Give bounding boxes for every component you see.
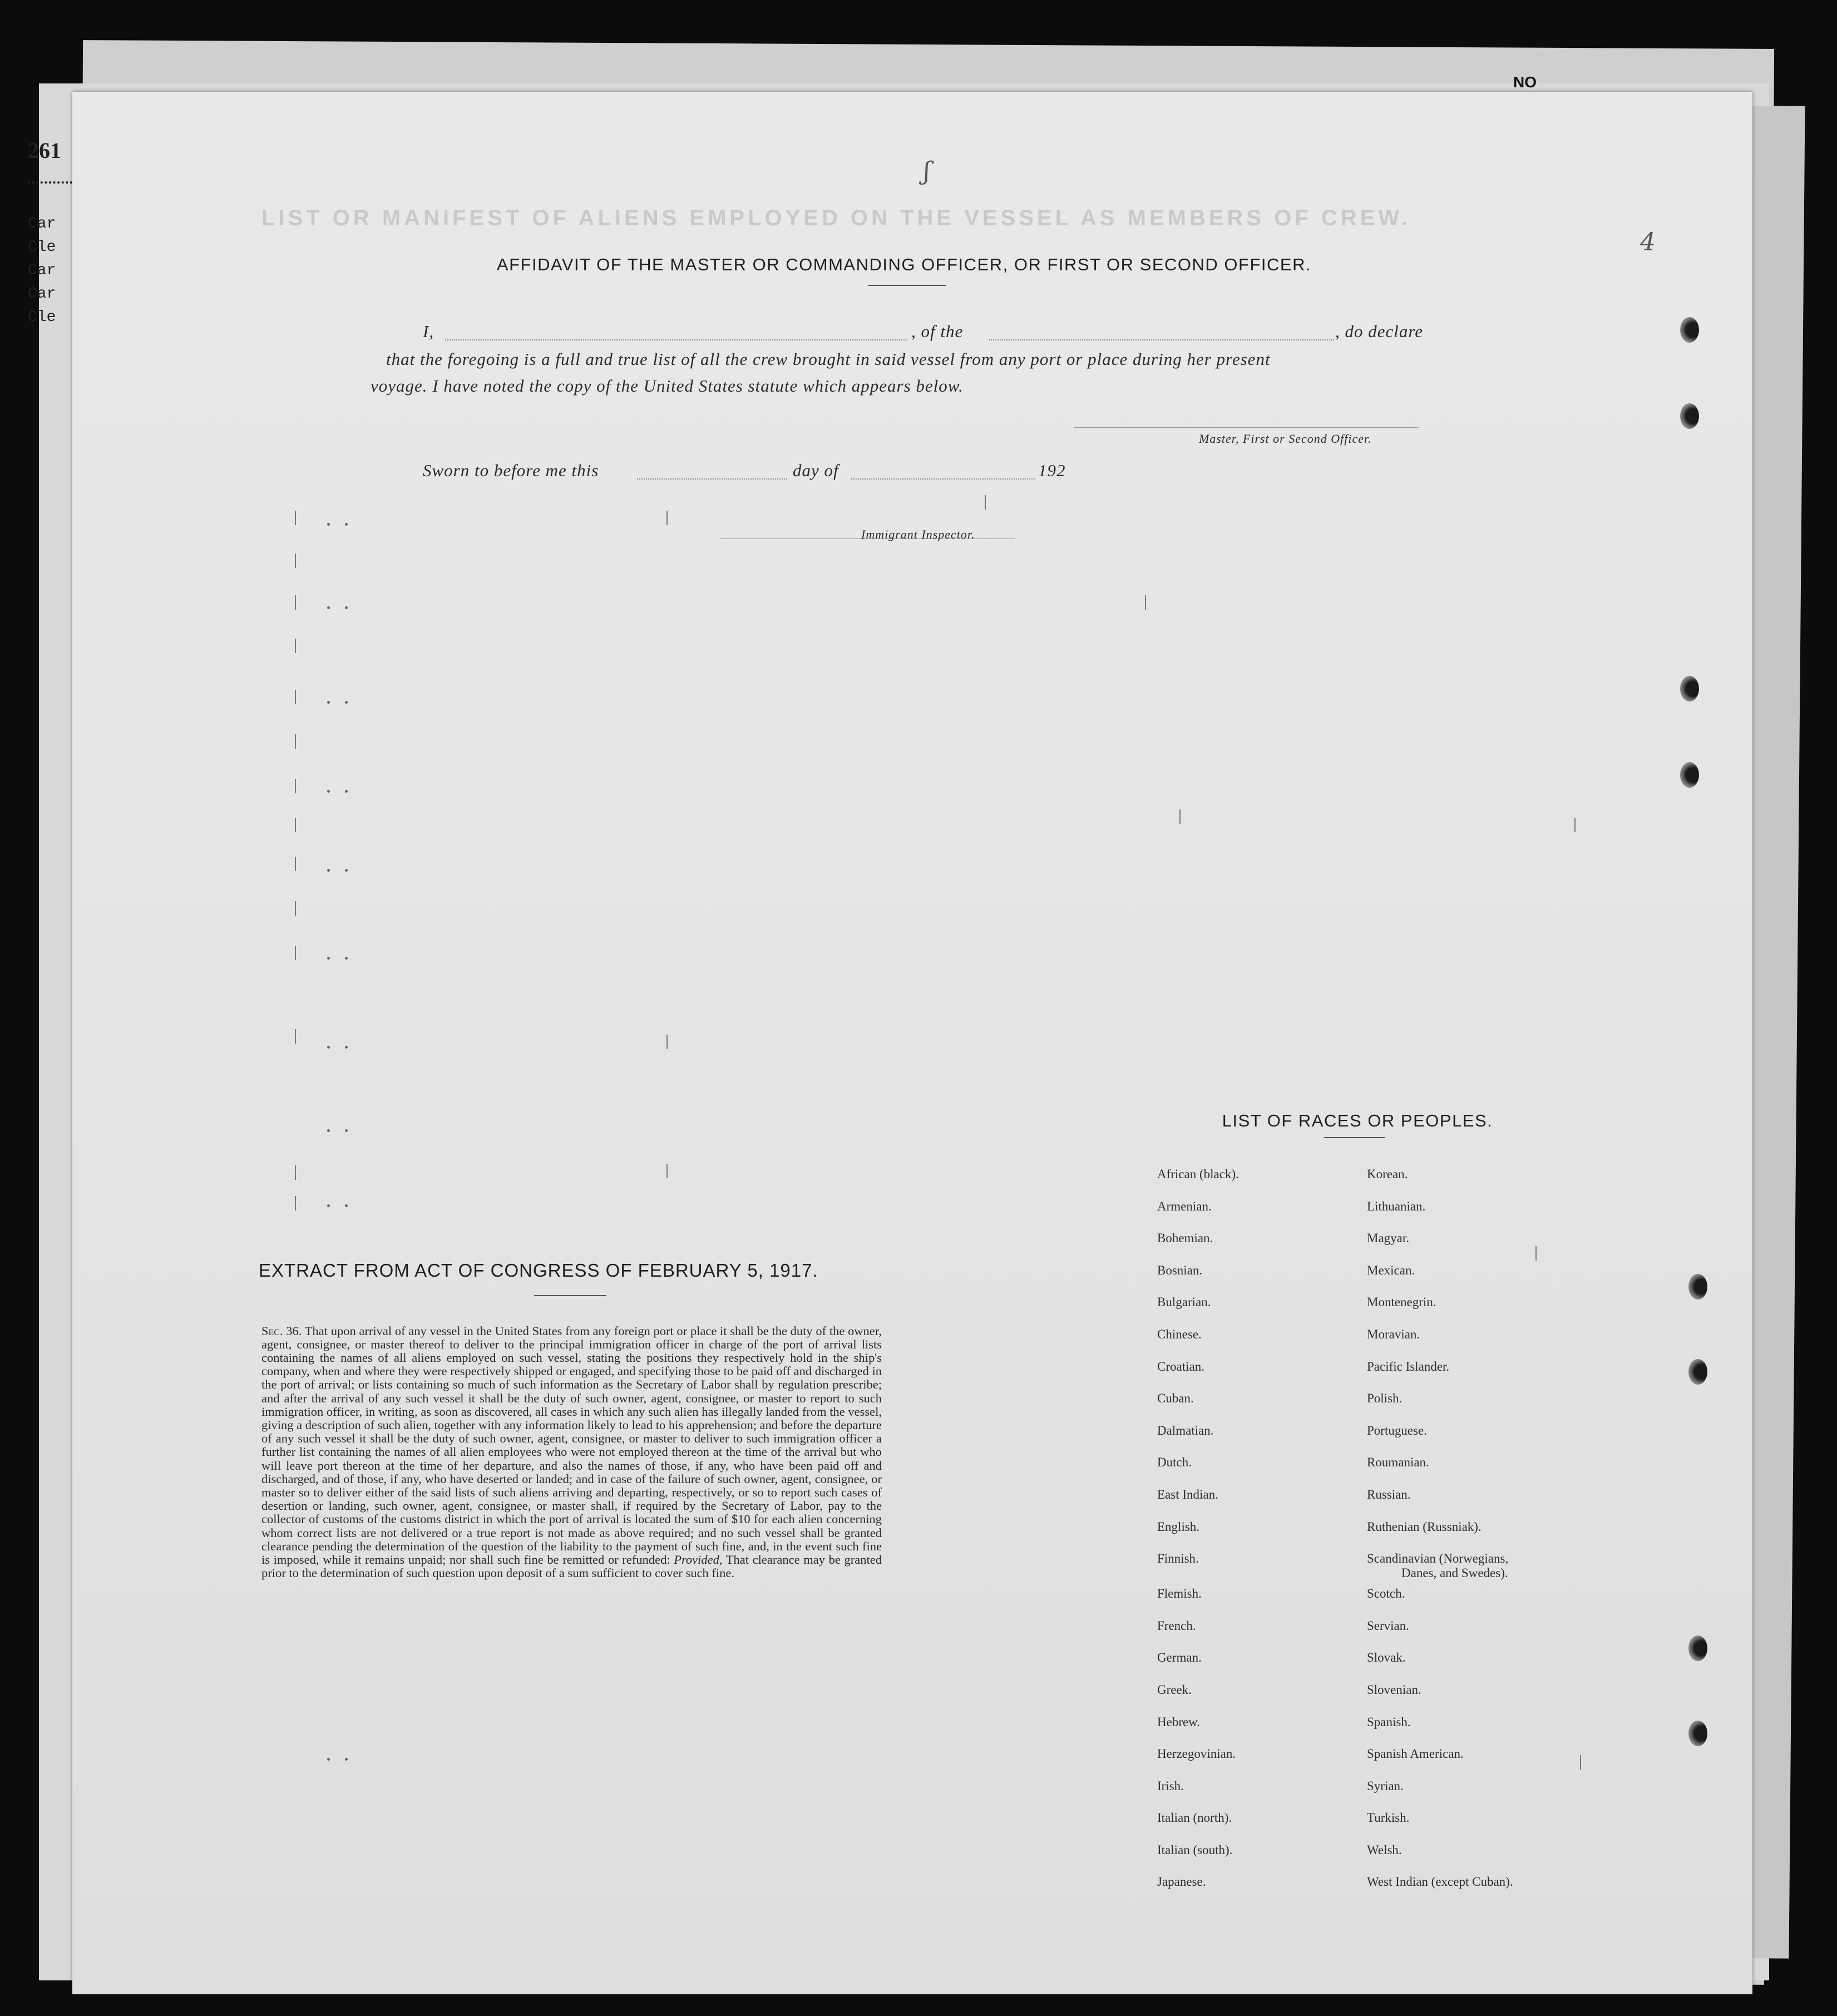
pencil-mark: 4 bbox=[1640, 228, 1656, 256]
race-item: Bohemian. bbox=[1157, 1231, 1213, 1246]
affidavit-i: I, bbox=[423, 322, 434, 341]
race-item: West Indian (except Cuban). bbox=[1367, 1875, 1513, 1889]
race-item: Dalmatian. bbox=[1157, 1423, 1214, 1437]
race-item: Dutch. bbox=[1157, 1455, 1192, 1470]
punch-hole bbox=[1688, 1359, 1707, 1385]
column-tick bbox=[666, 511, 668, 525]
sworn-year: 192 bbox=[1038, 461, 1066, 480]
bleed-through-text: LIST OR MANIFEST OF ALIENS EMPLOYED ON THE VESSEL AS MEMBERS OF CREW. bbox=[261, 206, 1411, 230]
race-item: Mexican. bbox=[1367, 1263, 1415, 1277]
statute-body: That upon arrival of any vessel in the United States from any foreign port or place it shall be the duty of the owner, agent, consignee, or master thereof to deliver to the principal immigration officer in charge of the port of arrival lists containing the names of all aliens employed on such vessel, stating the positions they respectively hold in the ship's company, when and where they were respectively shipped or engaged, and specifying those to be paid off and discharged in the port of arrival; or lists containing so much of such information as the Secretary of Labor shall by regulation prescribe; and after the arrival of any such vessel it shall be the duty of such owner, agent, consignee, or master to report to such immigration officer, in writing, as soon as discovered, all cases in which any such alien has illegally landed from the vessel, giving a description of such alien, together with any information likely to lead to his apprehension; and before the departure of any such vessel it shall be the duty of such owner, agent, consignee, or master to deliver to such immigration officer a further list containing the names of all alien employees who were not employed thereon at the time of the arrival but who will leave port thereon at the time of her departure, and also the names of those, if any, who have been paid off and discharged, and of those, if any, who have deserted or landed; and in case of the failure of such owner, agent, consignee, or master so to deliver either of the said lists of such aliens arriving and departing, respectively, or so to report such cases of desertion or landing, such owner, agent, consignee, or master shall, if required by the Secretary of Labor, pay to the collector of customs of the customs district in which the port of arrival is located the sum of $10 for each alien concerning whom correct lists are not delivered or a true report is not made as above required; and no such vessel shall be granted clearance pending the determination of the question of the liability to the payment of such fine, and, in the event such fine is imposed, while it remains unpaid; nor shall such fine be remitted or refunded: bbox=[261, 1323, 882, 1567]
stray-dot bbox=[327, 869, 330, 872]
race-item: German. bbox=[1157, 1651, 1202, 1665]
punch-hole bbox=[1680, 676, 1699, 701]
race-item: Korean. bbox=[1367, 1167, 1408, 1181]
affidavit-line3: voyage. I have noted the copy of the United States statute which appears below. bbox=[371, 376, 964, 396]
column-tick bbox=[1580, 1755, 1581, 1770]
race-item: Montenegrin. bbox=[1367, 1295, 1436, 1310]
stray-dot bbox=[345, 869, 348, 872]
corner-number-label: NO bbox=[1513, 73, 1537, 91]
race-item: Magyar. bbox=[1367, 1231, 1410, 1246]
stray-dot bbox=[345, 523, 348, 526]
stray-dot bbox=[327, 790, 330, 793]
race-item-text: Scandinavian (Norwegians, bbox=[1367, 1551, 1509, 1566]
signature-line bbox=[1074, 427, 1419, 428]
race-item: Greek. bbox=[1157, 1682, 1192, 1697]
race-item: Spanish American. bbox=[1367, 1747, 1464, 1761]
race-item: Lithuanian. bbox=[1367, 1199, 1426, 1213]
stray-dot bbox=[327, 606, 330, 609]
race-item: Armenian. bbox=[1157, 1199, 1212, 1213]
punch-hole bbox=[1680, 403, 1699, 429]
stray-dot bbox=[327, 523, 330, 526]
affidavit-line2: that the foregoing is a full and true list of all the crew brought in said vessel from any port or place during her present bbox=[386, 349, 1271, 369]
stray-dot bbox=[327, 1758, 330, 1761]
race-item: Roumanian. bbox=[1367, 1455, 1429, 1470]
race-item: Russian. bbox=[1367, 1487, 1411, 1501]
stub-abbrev: Car bbox=[28, 262, 56, 279]
race-item: Ruthenian (Russniak). bbox=[1367, 1519, 1482, 1534]
race-item: Finnish. bbox=[1157, 1551, 1199, 1566]
name-blank bbox=[445, 339, 907, 340]
inspector-label: Immigrant Inspector. bbox=[861, 527, 975, 541]
punch-hole bbox=[1680, 762, 1699, 788]
stray-dot bbox=[345, 790, 348, 793]
column-tick bbox=[666, 1035, 668, 1049]
column-tick bbox=[295, 1165, 296, 1180]
stray-dot bbox=[345, 1204, 348, 1207]
race-item: Polish. bbox=[1367, 1391, 1403, 1406]
stub-number: 261 bbox=[28, 138, 61, 163]
stray-dot bbox=[327, 1204, 330, 1207]
column-tick bbox=[295, 734, 296, 749]
column-tick bbox=[1574, 818, 1576, 832]
stray-dot bbox=[345, 1758, 348, 1761]
race-item: Slovak. bbox=[1367, 1651, 1406, 1665]
race-item: Syrian. bbox=[1367, 1778, 1404, 1793]
race-item: Welsh. bbox=[1367, 1842, 1402, 1857]
stray-dot bbox=[327, 1129, 330, 1132]
race-item: Irish. bbox=[1157, 1778, 1184, 1793]
race-item: Cuban. bbox=[1157, 1391, 1194, 1406]
stray-dot bbox=[345, 606, 348, 609]
stray-dot bbox=[345, 1046, 348, 1049]
races-column-1 bbox=[1157, 1167, 1239, 1907]
race-item: Japanese. bbox=[1157, 1875, 1206, 1889]
pencil-mark: ʃ bbox=[924, 157, 930, 185]
race-item: Spanish. bbox=[1367, 1714, 1411, 1729]
race-item: Moravian. bbox=[1367, 1327, 1420, 1341]
stub-abbrev: Car bbox=[28, 215, 56, 233]
race-item: African (black). bbox=[1157, 1167, 1239, 1181]
stray-dot bbox=[327, 1046, 330, 1049]
race-item: Chinese. bbox=[1157, 1327, 1202, 1341]
column-tick bbox=[1535, 1246, 1537, 1261]
stray-dot bbox=[327, 957, 330, 960]
stray-dot bbox=[327, 701, 330, 704]
punch-hole bbox=[1680, 317, 1699, 343]
stray-dot bbox=[345, 701, 348, 704]
race-item: English. bbox=[1157, 1519, 1200, 1534]
stub-abbrev: Cle bbox=[28, 239, 56, 256]
race-item: Portuguese. bbox=[1367, 1423, 1427, 1437]
month-blank bbox=[851, 478, 1035, 480]
column-tick bbox=[1145, 595, 1146, 610]
column-tick bbox=[295, 779, 296, 793]
stray-dot bbox=[345, 957, 348, 960]
column-tick bbox=[295, 857, 296, 871]
column-tick bbox=[666, 1164, 668, 1178]
races-title: LIST OF RACES OR PEOPLES. bbox=[1222, 1111, 1493, 1130]
race-item: Flemish. bbox=[1157, 1587, 1202, 1601]
race-item: Servian. bbox=[1367, 1618, 1410, 1633]
stub-abbrev: Cle bbox=[28, 309, 56, 326]
race-item: Slovenian. bbox=[1367, 1682, 1421, 1697]
column-tick bbox=[295, 946, 296, 960]
column-tick bbox=[985, 495, 986, 510]
column-tick bbox=[295, 511, 296, 525]
signature-label: Master, First or Second Officer. bbox=[1199, 432, 1372, 446]
races-underline bbox=[1324, 1137, 1385, 1138]
punch-hole bbox=[1688, 1274, 1707, 1299]
section-label: Sec. 36. bbox=[261, 1323, 302, 1338]
race-item: French. bbox=[1157, 1618, 1196, 1633]
affidavit-of-the: , of the bbox=[911, 322, 964, 341]
race-item: Herzegovinian. bbox=[1157, 1747, 1236, 1761]
day-blank bbox=[637, 478, 787, 480]
stub-abbrev: Car bbox=[28, 285, 56, 303]
column-tick bbox=[295, 1196, 296, 1210]
provided-text: That clearance may be granted prior to the determination of such question upon deposit of a sum sufficient to cover such fine. bbox=[261, 1552, 882, 1580]
punch-hole bbox=[1688, 1635, 1707, 1661]
race-item: Croatian. bbox=[1157, 1359, 1204, 1373]
race-item: Bulgarian. bbox=[1157, 1295, 1211, 1310]
races-column-2 bbox=[1367, 1167, 1513, 1907]
race-item-scandinavian bbox=[1367, 1551, 1513, 1587]
column-tick bbox=[295, 1029, 296, 1044]
column-tick bbox=[295, 554, 296, 568]
race-item: Italian (north). bbox=[1157, 1811, 1232, 1825]
left-stub bbox=[28, 139, 78, 329]
column-tick bbox=[295, 595, 296, 610]
race-item: Hebrew. bbox=[1157, 1714, 1201, 1729]
race-item: Bosnian. bbox=[1157, 1263, 1203, 1277]
sworn-day-of: day of bbox=[793, 461, 839, 480]
race-item: East Indian. bbox=[1157, 1487, 1218, 1501]
race-item-continuation: Danes, and Swedes). bbox=[1401, 1566, 1508, 1580]
race-item: Turkish. bbox=[1367, 1811, 1410, 1825]
race-item: Scotch. bbox=[1367, 1587, 1405, 1601]
affidavit-title: AFFIDAVIT OF THE MASTER OR COMMANDING OFFICER, OR FIRST OR SECOND OFFICER. bbox=[496, 255, 1312, 274]
race-item: Pacific Islander. bbox=[1367, 1359, 1450, 1373]
extract-underline bbox=[534, 1295, 606, 1296]
column-tick bbox=[295, 690, 296, 704]
column-tick bbox=[295, 818, 296, 832]
statute-text bbox=[261, 1325, 882, 1580]
column-tick bbox=[295, 639, 296, 653]
provided-label: Provided, bbox=[674, 1552, 723, 1567]
sworn-prefix: Sworn to before me this bbox=[423, 461, 599, 480]
punch-hole bbox=[1688, 1721, 1707, 1746]
stub-dashes bbox=[28, 181, 72, 184]
title-underline bbox=[868, 285, 946, 286]
vessel-blank bbox=[989, 339, 1334, 340]
affidavit-do-declare: , do declare bbox=[1335, 322, 1424, 341]
stray-dot bbox=[345, 1129, 348, 1132]
extract-title: EXTRACT FROM ACT OF CONGRESS OF FEBRUARY 5, 1917. bbox=[259, 1260, 818, 1281]
column-tick bbox=[295, 901, 296, 916]
race-item: Italian (south). bbox=[1157, 1842, 1233, 1857]
column-tick bbox=[1179, 809, 1181, 824]
